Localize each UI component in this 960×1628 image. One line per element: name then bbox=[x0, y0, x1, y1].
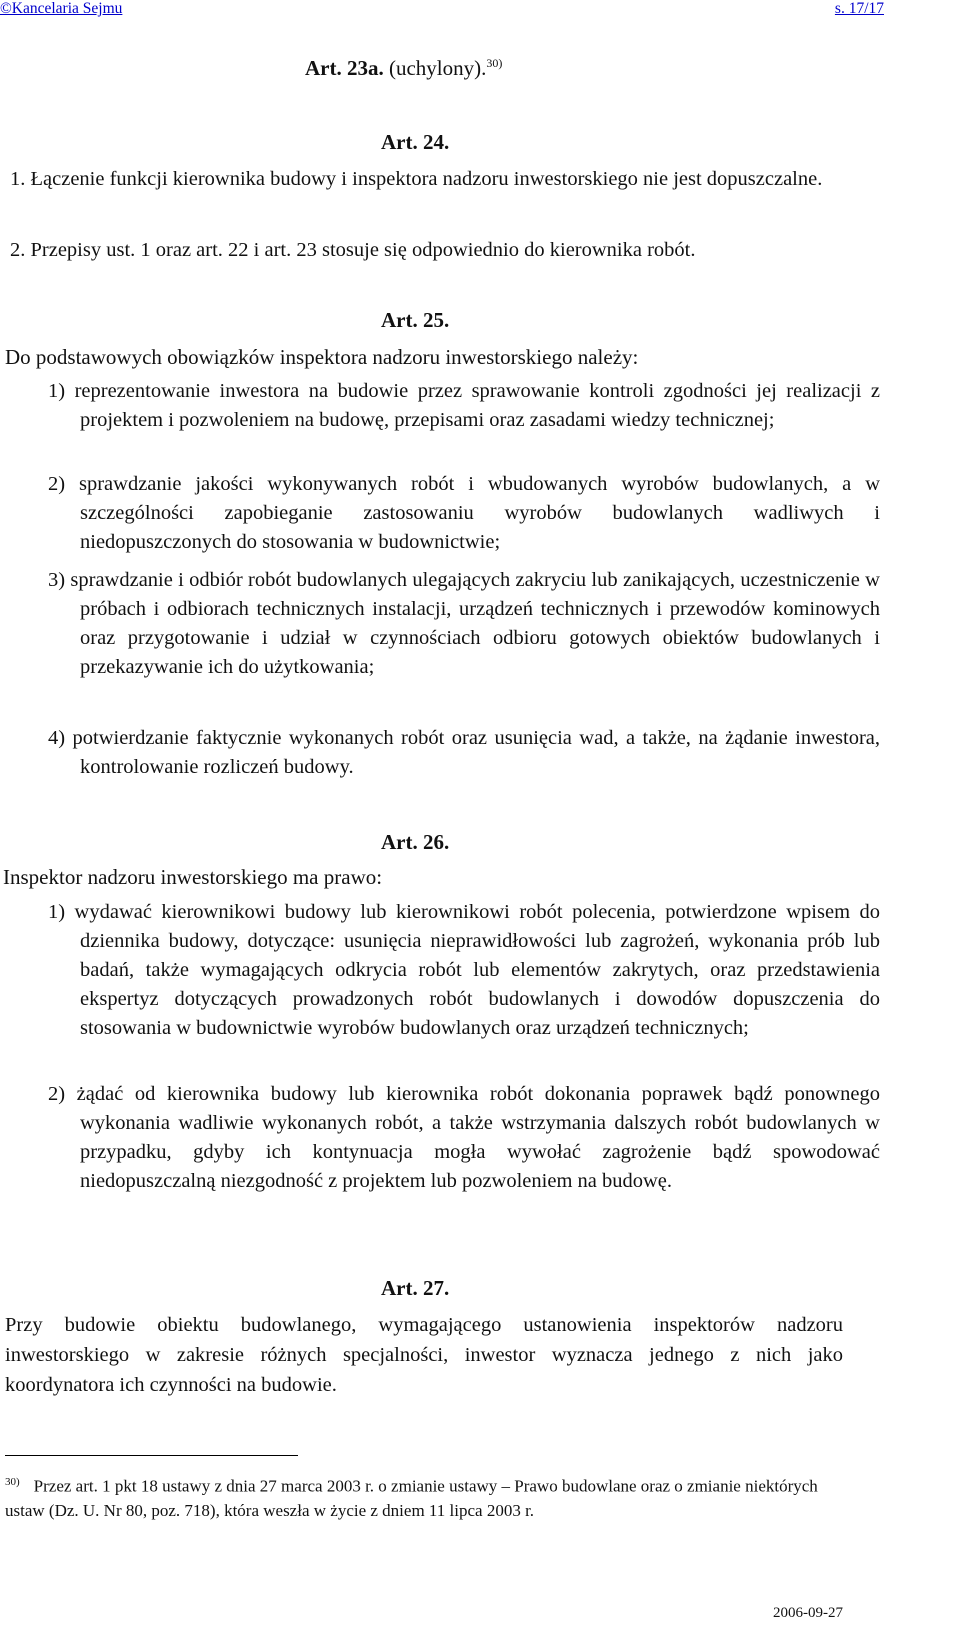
art27-text: Przy budowie obiektu budowlanego, wymagającego ustanowienia inspektorów nadzoru inwestorskiego w zakresie różnych specjalności, inwestor wyznacza jednego z nich jako koordynatora ich czynności na budowie. bbox=[5, 1314, 843, 1396]
art24-item-1: 1. Łączenie funkcji kierownika budowy i inspektora nadzoru inwestorskiego nie jest dopuszczalne. bbox=[10, 168, 823, 190]
art23a-title: Art. 23a. bbox=[305, 56, 384, 80]
art27-title: Art. 27. bbox=[381, 1276, 450, 1300]
footnote-ref[interactable]: 30) bbox=[486, 56, 503, 70]
art25-item-2: 2) sprawdzanie jakości wykonywanych robót i wbudowanych wyrobów budowlanych, a w szczególności zapobieganie zastosowaniu wyrobów budowlanych wadliwych i niedopuszczonych do stosowania w budownictwie; bbox=[48, 473, 880, 553]
art26-lead: Inspektor nadzoru inwestorskiego ma prawo: bbox=[3, 865, 383, 889]
header-left[interactable] bbox=[0, 0, 122, 22]
art27-heading bbox=[381, 1276, 449, 1301]
art25-lead: Do podstawowych obowiązków inspektora nadzoru inwestorskiego należy: bbox=[5, 345, 639, 369]
art23a-heading bbox=[305, 56, 502, 81]
art25-item-1: 1) reprezentowanie inwestora na budowie przez sprawowanie kontroli zgodności jej realizacji z projektem i pozwoleniem na budowę, przepisami oraz zasadami wiedzy technicznej; bbox=[48, 380, 880, 431]
art26-title: Art. 26. bbox=[381, 830, 450, 854]
art26-heading bbox=[381, 830, 449, 855]
art24-item-2: 2. Przepisy ust. 1 oraz art. 22 i art. 23 stosuje się odpowiednio do kierownika robót. bbox=[10, 239, 696, 261]
art25-item-3: 3) sprawdzanie i odbiór robót budowlanych ulegających zakryciu lub zanikających, uczestniczenie w próbach i odbiorach technicznych instalacji, urządzeń technicznych i przewodów kominowych oraz przygotowanie i udział w czynnościach odbioru gotowych obiektów budowlanych i przekazywanie ich do użytkowania; bbox=[48, 569, 880, 678]
page-number-link[interactable]: s. 17/17 bbox=[834, 0, 884, 17]
footnote-divider bbox=[5, 1455, 298, 1456]
footer-date: 2006-09-27 bbox=[773, 1605, 843, 1621]
art23a-status: (uchylony). bbox=[388, 56, 487, 80]
art24-heading bbox=[381, 130, 449, 155]
kancelaria-link[interactable]: ©Kancelaria Sejmu bbox=[0, 0, 123, 17]
footnote-text: Przez art. 1 pkt 18 ustawy z dnia 27 marca 2003 r. o zmianie ustawy – Prawo budowlane oraz o zmianie niektórych ustaw (Dz. U. Nr 80, poz. 718), która weszła w życie z dniem 11 lipca 2003 r. bbox=[5, 1476, 818, 1520]
art26-item-2: 2) żądać od kierownika budowy lub kierownika robót dokonania poprawek bądź ponownego wykonania wadliwie wykonanych robót, a także wstrzymania dalszych robót budowlanych w przypadku, gdyby ich kontynuacja mogła wywołać zagrożenie bądź spowodować niedopuszczalną niezgodność z projektem lub pozwoleniem na budowę. bbox=[48, 1083, 880, 1192]
art25-item-4: 4) potwierdzanie faktycznie wykonanych robót oraz usunięcia wad, a także, na żądanie inwestora, kontrolowanie rozliczeń budowy. bbox=[48, 727, 880, 778]
art24-title: Art. 24. bbox=[381, 130, 450, 154]
header-right[interactable] bbox=[835, 0, 884, 22]
art25-title: Art. 25. bbox=[381, 308, 450, 332]
footnote-number: 30) bbox=[5, 1476, 20, 1488]
footnote bbox=[5, 1470, 843, 1523]
art25-heading bbox=[381, 308, 449, 333]
art26-item-1: 1) wydawać kierownikowi budowy lub kierownikowi robót polecenia, potwierdzone wpisem do dziennika budowy, dotyczące: usunięcia nieprawidłowości lub zagrożeń, wykonania prób lub badań, także wymagających odkrycia robót lub elementów zakrytych, oraz przedstawienia ekspertyz dotyczących prowadzonych robót budowlanych i dowodów dopuszczenia do stosowania w budownictwie wyrobów budowlanych oraz urządzeń technicznych; bbox=[48, 901, 880, 1039]
